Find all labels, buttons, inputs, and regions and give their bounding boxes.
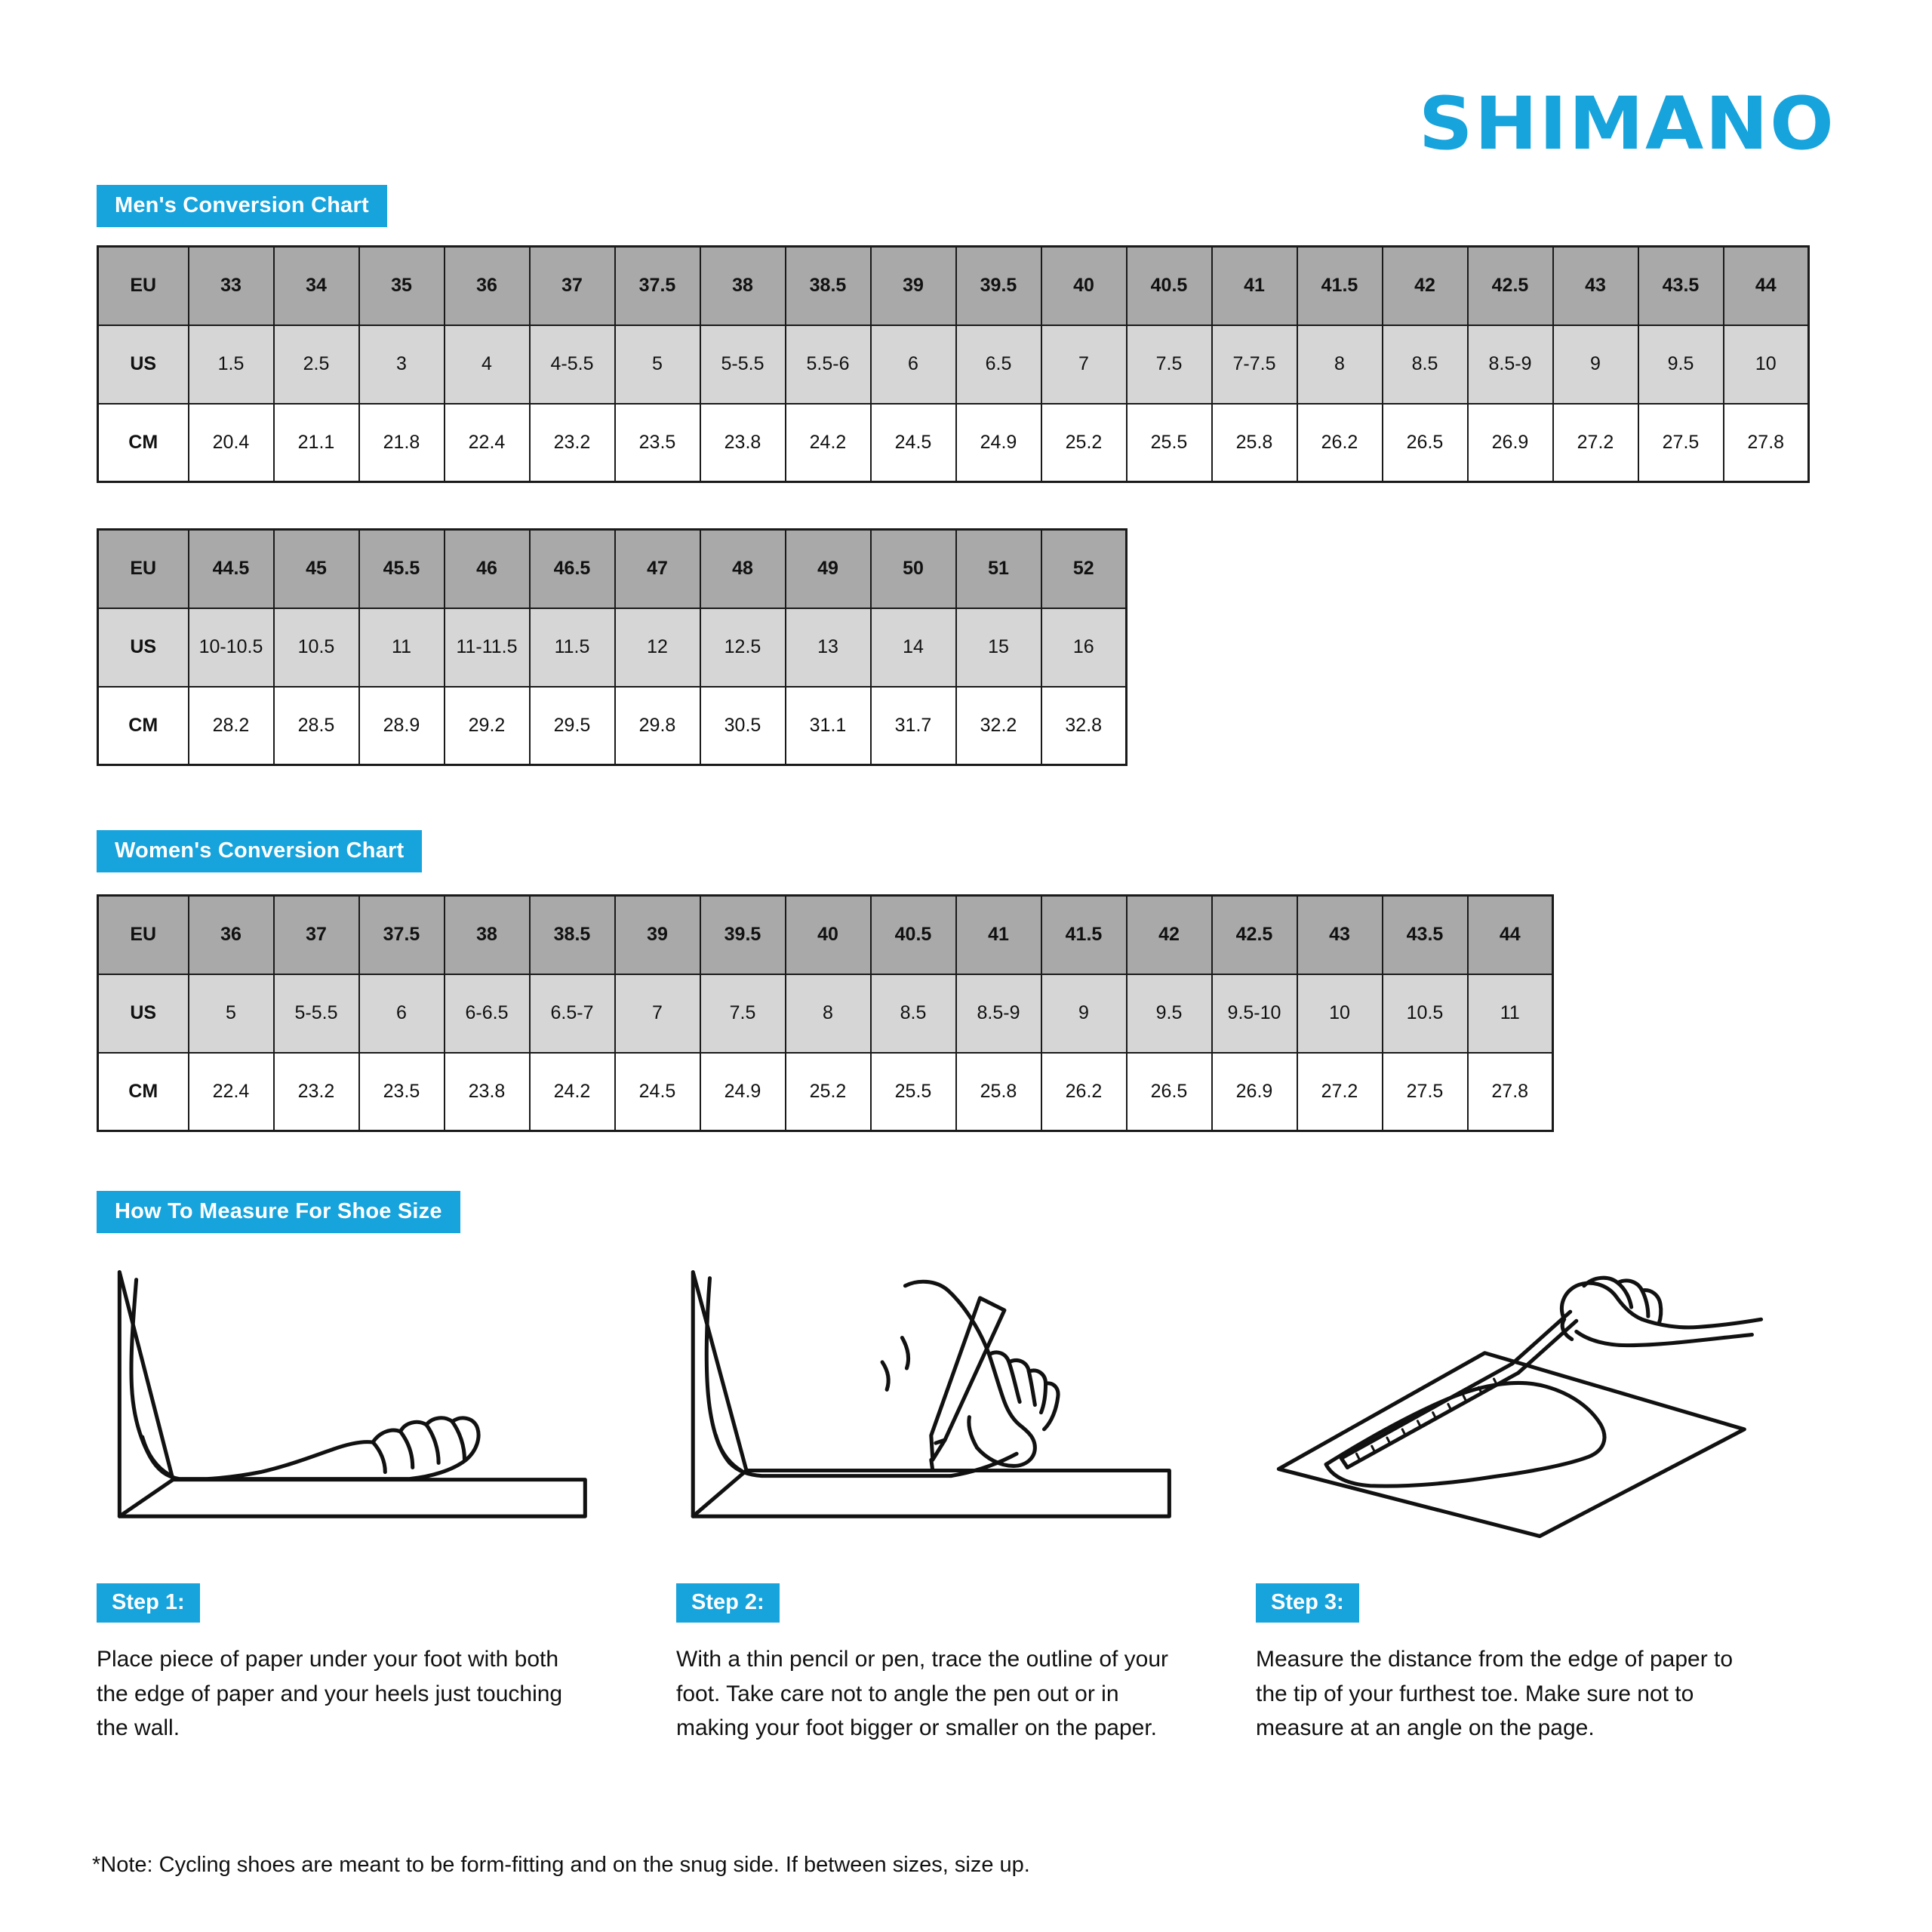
cell-cm: 20.4 [189, 404, 274, 482]
cell-cm: 27.2 [1297, 1053, 1383, 1131]
cell-cm: 24.2 [530, 1053, 615, 1131]
cell-cm: 26.9 [1212, 1053, 1297, 1131]
cell-eu: 45.5 [359, 530, 445, 608]
cell-cm: 26.5 [1127, 1053, 1212, 1131]
cell-cm: 28.9 [359, 687, 445, 765]
row-label-us: US [98, 608, 189, 687]
cell-cm: 24.9 [956, 404, 1041, 482]
cell-eu: 36 [445, 247, 530, 325]
cell-us: 7.5 [1127, 325, 1212, 404]
cell-cm: 27.8 [1468, 1053, 1553, 1131]
cell-eu: 41 [1212, 247, 1297, 325]
cell-us: 6-6.5 [445, 974, 530, 1053]
cell-us: 11.5 [530, 608, 615, 687]
cell-us: 12.5 [700, 608, 786, 687]
step-2-badge: Step 2: [676, 1583, 780, 1623]
cell-us: 11 [1468, 974, 1553, 1053]
cell-eu: 40 [1041, 247, 1127, 325]
cell-eu: 42 [1127, 896, 1212, 974]
cell-cm: 23.8 [700, 404, 786, 482]
cell-eu: 45 [274, 530, 359, 608]
cell-eu: 38.5 [786, 247, 871, 325]
cell-cm: 23.5 [615, 404, 700, 482]
table-row [98, 687, 1127, 765]
row-label-us: US [98, 325, 189, 404]
cell-us: 8.5 [1383, 325, 1468, 404]
cell-eu: 41.5 [1041, 896, 1127, 974]
cell-cm: 29.2 [445, 687, 530, 765]
cell-eu: 44 [1468, 896, 1553, 974]
cell-cm: 25.5 [871, 1053, 956, 1131]
how-to-measure-heading [97, 1191, 460, 1233]
cell-us: 6 [359, 974, 445, 1053]
footnote: *Note: Cycling shoes are meant to be form-fitting and on the snug side. If between sizes, size up. [92, 1853, 1030, 1877]
cell-eu: 43 [1297, 896, 1383, 974]
cell-us: 8 [786, 974, 871, 1053]
cell-eu: 38.5 [530, 896, 615, 974]
cell-us: 7-7.5 [1212, 325, 1297, 404]
cell-cm: 26.2 [1041, 1053, 1127, 1131]
cell-us: 5 [189, 974, 274, 1053]
cell-eu: 33 [189, 247, 274, 325]
cell-eu: 37 [274, 896, 359, 974]
cell-us: 5-5.5 [700, 325, 786, 404]
cell-eu: 39 [615, 896, 700, 974]
cell-cm: 27.2 [1553, 404, 1638, 482]
table-row [98, 404, 1809, 482]
cell-us: 12 [615, 608, 700, 687]
cell-cm: 27.8 [1724, 404, 1809, 482]
cell-eu: 52 [1041, 530, 1127, 608]
cell-cm: 27.5 [1383, 1053, 1468, 1131]
cell-us: 8 [1297, 325, 1383, 404]
cell-cm: 32.8 [1041, 687, 1127, 765]
cell-eu: 39.5 [700, 896, 786, 974]
hand-measuring-tape-icon [1256, 1253, 1790, 1570]
cell-cm: 21.1 [274, 404, 359, 482]
cell-us: 9 [1041, 974, 1127, 1053]
cell-eu: 46.5 [530, 530, 615, 608]
step-2-text: With a thin pencil or pen, trace the outline of your foot. Take care not to angle the pen out or in making your foot bigger or smaller on the paper. [676, 1647, 1169, 1741]
cell-cm: 25.5 [1127, 404, 1212, 482]
cell-us: 8.5 [871, 974, 956, 1053]
cell-cm: 22.4 [189, 1053, 274, 1131]
mens-chart-heading [97, 185, 387, 227]
step-1 [97, 1253, 676, 1746]
cell-eu: 43.5 [1383, 896, 1468, 974]
cell-us: 10 [1297, 974, 1383, 1053]
step-3-text: Measure the distance from the edge of paper to the tip of your furthest toe. Make sure not to measure at an angle on the page. [1256, 1647, 1734, 1741]
step-2 [676, 1253, 1256, 1746]
cell-eu: 40.5 [1127, 247, 1212, 325]
cell-eu: 39 [871, 247, 956, 325]
cell-cm: 27.5 [1638, 404, 1724, 482]
cell-cm: 26.2 [1297, 404, 1383, 482]
step-3 [1256, 1253, 1835, 1746]
cell-us: 11-11.5 [445, 608, 530, 687]
cell-us: 7.5 [700, 974, 786, 1053]
steps-container [97, 1253, 1835, 1746]
cell-cm: 25.2 [786, 1053, 871, 1131]
cell-cm: 25.8 [1212, 404, 1297, 482]
cell-cm: 29.5 [530, 687, 615, 765]
cell-eu: 36 [189, 896, 274, 974]
cell-us: 8.5-9 [956, 974, 1041, 1053]
cell-cm: 29.8 [615, 687, 700, 765]
cell-us: 8.5-9 [1468, 325, 1553, 404]
cell-eu: 37.5 [615, 247, 700, 325]
cell-eu: 46 [445, 530, 530, 608]
cell-us: 9 [1553, 325, 1638, 404]
cell-us: 6.5-7 [530, 974, 615, 1053]
cell-cm: 31.7 [871, 687, 956, 765]
cell-us: 4-5.5 [530, 325, 615, 404]
cell-us: 11 [359, 608, 445, 687]
cell-eu: 47 [615, 530, 700, 608]
shimano-logo: SHIMANO [1418, 82, 1835, 166]
cell-us: 7 [615, 974, 700, 1053]
cell-us: 5 [615, 325, 700, 404]
cell-eu: 44.5 [189, 530, 274, 608]
womens-conversion-table [97, 894, 1554, 1132]
cell-us: 15 [956, 608, 1041, 687]
cell-cm: 24.9 [700, 1053, 786, 1131]
mens-chart-heading-label: Men's Conversion Chart [97, 185, 387, 227]
cell-eu: 42.5 [1468, 247, 1553, 325]
cell-cm: 28.5 [274, 687, 359, 765]
cell-us: 10-10.5 [189, 608, 274, 687]
cell-us: 10.5 [1383, 974, 1468, 1053]
table-row [98, 530, 1127, 608]
cell-us: 6.5 [956, 325, 1041, 404]
cell-cm: 32.2 [956, 687, 1041, 765]
cell-eu: 38 [445, 896, 530, 974]
cell-eu: 42 [1383, 247, 1468, 325]
mens-conversion-table-1 [97, 245, 1810, 483]
cell-eu: 37.5 [359, 896, 445, 974]
womens-chart-heading-label: Women's Conversion Chart [97, 830, 422, 872]
cell-eu: 44 [1724, 247, 1809, 325]
row-label-eu: EU [98, 530, 189, 608]
how-to-measure-heading-label: How To Measure For Shoe Size [97, 1191, 460, 1233]
cell-us: 16 [1041, 608, 1127, 687]
cell-eu: 51 [956, 530, 1041, 608]
table-row [98, 1053, 1553, 1131]
table-row [98, 974, 1553, 1053]
cell-eu: 42.5 [1212, 896, 1297, 974]
cell-cm: 24.5 [615, 1053, 700, 1131]
row-label-cm: CM [98, 687, 189, 765]
cell-cm: 23.5 [359, 1053, 445, 1131]
cell-eu: 50 [871, 530, 956, 608]
mens-conversion-table-2 [97, 528, 1128, 766]
cell-cm: 30.5 [700, 687, 786, 765]
table-row [98, 325, 1809, 404]
cell-eu: 48 [700, 530, 786, 608]
cell-cm: 23.2 [530, 404, 615, 482]
cell-us: 9.5-10 [1212, 974, 1297, 1053]
cell-eu: 49 [786, 530, 871, 608]
row-label-cm: CM [98, 404, 189, 482]
cell-us: 4 [445, 325, 530, 404]
cell-us: 13 [786, 608, 871, 687]
row-label-us: US [98, 974, 189, 1053]
cell-eu: 41.5 [1297, 247, 1383, 325]
row-label-eu: EU [98, 896, 189, 974]
cell-us: 2.5 [274, 325, 359, 404]
cell-eu: 34 [274, 247, 359, 325]
cell-eu: 43 [1553, 247, 1638, 325]
cell-eu: 40 [786, 896, 871, 974]
cell-cm: 26.5 [1383, 404, 1468, 482]
cell-cm: 22.4 [445, 404, 530, 482]
cell-us: 1.5 [189, 325, 274, 404]
cell-eu: 37 [530, 247, 615, 325]
cell-eu: 40.5 [871, 896, 956, 974]
cell-us: 3 [359, 325, 445, 404]
cell-cm: 24.5 [871, 404, 956, 482]
cell-us: 5.5-6 [786, 325, 871, 404]
step-1-badge: Step 1: [97, 1583, 200, 1623]
table-row [98, 896, 1553, 974]
cell-cm: 23.8 [445, 1053, 530, 1131]
cell-us: 10.5 [274, 608, 359, 687]
cell-eu: 35 [359, 247, 445, 325]
step-3-badge: Step 3: [1256, 1583, 1359, 1623]
cell-us: 7 [1041, 325, 1127, 404]
cell-us: 6 [871, 325, 956, 404]
cell-us: 10 [1724, 325, 1809, 404]
cell-eu: 41 [956, 896, 1041, 974]
womens-chart-heading [97, 830, 422, 872]
cell-eu: 43.5 [1638, 247, 1724, 325]
cell-cm: 21.8 [359, 404, 445, 482]
cell-us: 14 [871, 608, 956, 687]
foot-on-paper-icon [97, 1253, 631, 1570]
cell-us: 9.5 [1127, 974, 1212, 1053]
row-label-cm: CM [98, 1053, 189, 1131]
cell-cm: 31.1 [786, 687, 871, 765]
cell-eu: 38 [700, 247, 786, 325]
cell-cm: 25.2 [1041, 404, 1127, 482]
cell-cm: 28.2 [189, 687, 274, 765]
cell-cm: 25.8 [956, 1053, 1041, 1131]
cell-eu: 39.5 [956, 247, 1041, 325]
hand-tracing-foot-icon [676, 1253, 1211, 1570]
table-row [98, 247, 1809, 325]
cell-cm: 26.9 [1468, 404, 1553, 482]
row-label-eu: EU [98, 247, 189, 325]
step-1-text: Place piece of paper under your foot with both the edge of paper and your heels just touching the wall. [97, 1647, 563, 1741]
cell-us: 5-5.5 [274, 974, 359, 1053]
cell-us: 9.5 [1638, 325, 1724, 404]
cell-cm: 23.2 [274, 1053, 359, 1131]
cell-cm: 24.2 [786, 404, 871, 482]
table-row [98, 608, 1127, 687]
